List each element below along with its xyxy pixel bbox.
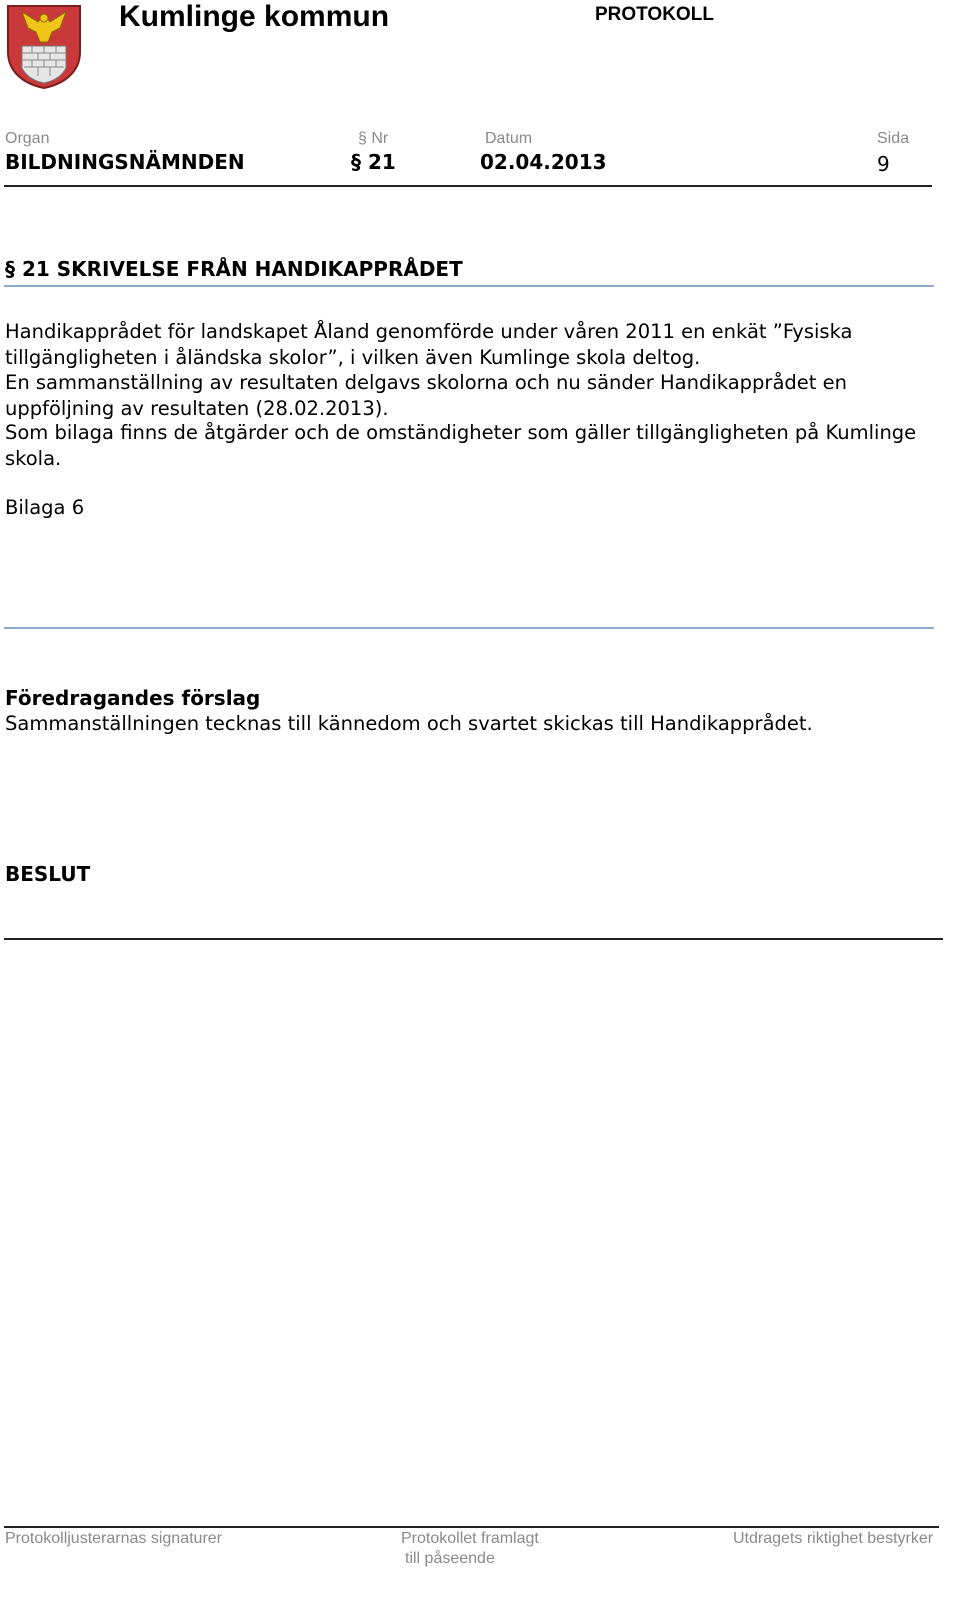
nr-label: § Nr — [358, 130, 389, 147]
paragraph-3: Som bilaga finns de åtgärder och de omständigheter som gäller tillgängligheten på Kumlinge skola. — [5, 421, 917, 470]
date-value: 02.04.2013 — [480, 150, 607, 174]
organ-value: BILDNINGSNÄMNDEN — [5, 150, 245, 174]
proposal-heading: Föredragandes förslag — [5, 686, 261, 710]
footer-signatures: Protokolljusterarnas signaturer — [5, 1530, 222, 1547]
footer-displayed-line2: till påseende — [405, 1550, 495, 1567]
header-divider — [4, 185, 932, 187]
paragraph-1: Handikapprådet för landskapet Åland genomförde under våren 2011 en enkät ”Fysiska tillgängligheten i åländska skolor”, i vilken även Kumlinge skola deltog. — [5, 320, 853, 369]
organ-label: Organ — [5, 130, 50, 147]
decision-heading: BESLUT — [5, 862, 91, 886]
page-value: 9 — [877, 152, 890, 176]
footer-displayed-line1: Protokollet framlagt — [401, 1530, 539, 1547]
page-label: Sida — [877, 130, 910, 147]
coat-of-arms-logo — [4, 2, 84, 90]
date-label: Datum — [485, 130, 533, 147]
section-title: § 21 SKRIVELSE FRÅN HANDIKAPPRÅDET — [5, 257, 463, 281]
section-end-divider — [4, 627, 934, 629]
section-title-divider — [4, 285, 934, 287]
decision-divider — [4, 938, 943, 940]
footer-certified: Utdragets riktighet bestyrker — [733, 1530, 934, 1547]
document-type: PROTOKOLL — [595, 4, 714, 25]
paragraph-2: En sammanställning av resultaten delgavs skolorna och nu sänder Handikapprådet en uppföljning av resultaten (28.02.2013). — [5, 371, 847, 420]
nr-value: § 21 — [351, 150, 396, 174]
attachment-note: Bilaga 6 — [5, 496, 85, 519]
footer-divider — [4, 1526, 939, 1528]
municipality-name: Kumlinge kommun — [119, 0, 390, 33]
proposal-text: Sammanställningen tecknas till kännedom och svartet skickas till Handikapprådet. — [5, 712, 813, 735]
